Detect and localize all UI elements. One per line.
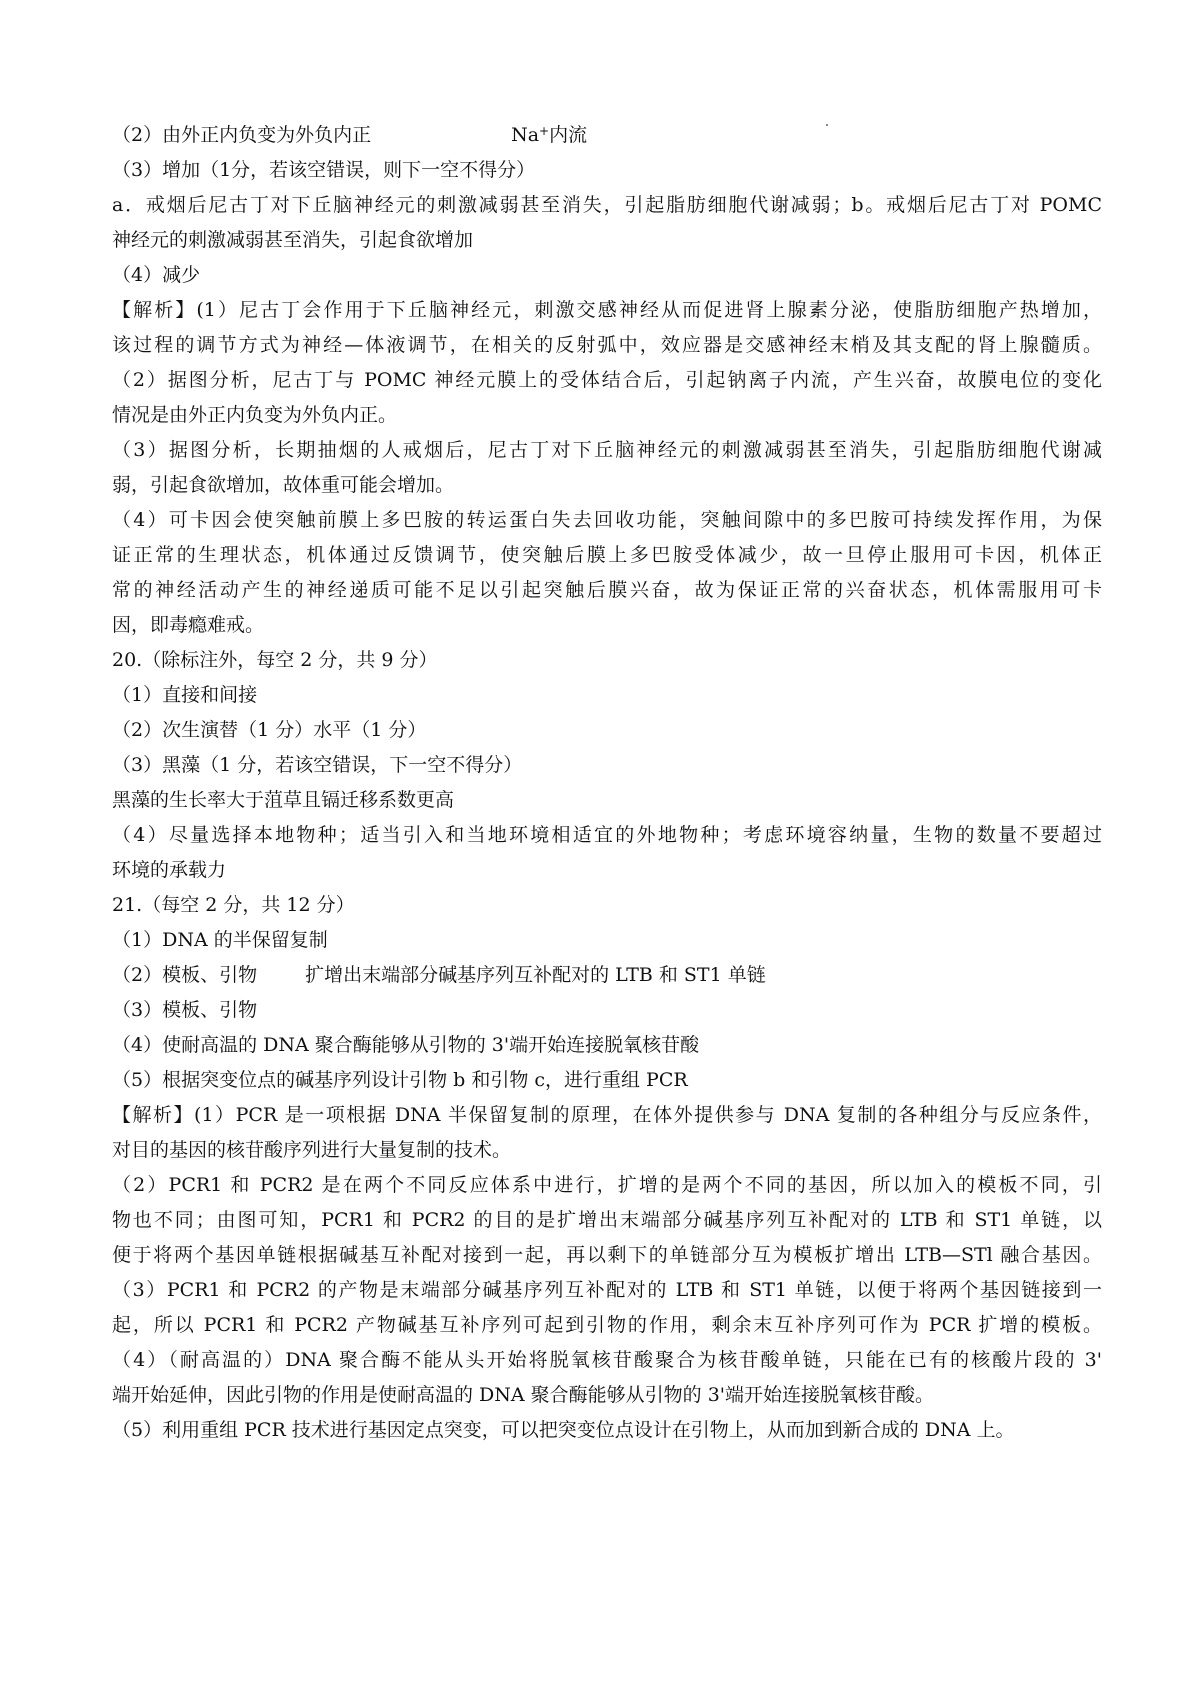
answer-19-2 [112, 122, 1102, 148]
sodium-influx: 内流 [549, 124, 588, 146]
sodium-charge: + [539, 124, 550, 138]
answer-21-2 [112, 962, 1102, 988]
analysis-21-2-line2: 物也不同；由图可知，PCR1 和 PCR2 的目的是扩增出末端部分碱基序列互补配对的 LTB 和 ST1 单链，以 [112, 1209, 1102, 1231]
analysis-21-2-line3: 便于将两个基因单链根据碱基互补配对接到一起，再以剩下的单链部分互为模板扩增出 LTB—STl 融合基因。 [112, 1244, 1102, 1266]
analysis-21-3-line1: （3）PCR1 和 PCR2 的产物是末端部分碱基序列互补配对的 LTB 和 ST1 单链，以便于将两个基因链接到一 [112, 1279, 1102, 1301]
question-21-header: 21.（每空 2 分，共 12 分） [112, 894, 355, 916]
answer-19-3: （3）增加（1分，若该空错误，则下一空不得分） [112, 159, 536, 181]
analysis-19-4-line1: （4）可卡因会使突触前膜上多巴胺的转运蛋白失去回收功能，突触间隙中的多巴胺可持续发挥作用，为保 [112, 509, 1102, 531]
sodium-symbol: Na [511, 124, 540, 146]
answer-21-3: （3）模板、引物 [112, 999, 258, 1021]
analysis-19-4-line2: 证正常的生理状态，机体通过反馈调节，使突触后膜上多巴胺受体减少，故一旦停止服用可卡因，机体正 [112, 544, 1102, 566]
answer-20-3-reason: 黑藻的生长率大于菹草且镉迁移系数更高 [112, 789, 455, 811]
answer-19-3-reason-line2: 神经元的刺激减弱甚至消失，引起食欲增加 [112, 229, 474, 251]
answer-21-4: （4）使耐高温的 DNA 聚合酶能够从引物的 3'端开始连接脱氧核苷酸 [112, 1034, 700, 1056]
analysis-19-4-line3: 常的神经活动产生的神经递质可能不足以引起突触后膜兴奋，故为保证正常的兴奋状态，机体需服用可卡 [112, 579, 1102, 601]
analysis-21-5: （5）利用重组 PCR 技术进行基因定点突变，可以把突变位点设计在引物上，从而加到新合成的 DNA 上。 [112, 1419, 1015, 1441]
analysis-19-3-line1: （3）据图分析，长期抽烟的人戒烟后，尼古丁对下丘脑神经元的刺激减弱甚至消失，引起脂肪细胞代谢减 [112, 439, 1102, 461]
answer-21-2-part1: （2）模板、引物 [112, 964, 258, 986]
analysis-21-4-line2: 端开始延伸，因此引物的作用是使耐高温的 DNA 聚合酶能够从引物的 3'端开始连接脱氧核苷酸。 [112, 1384, 935, 1406]
analysis-19-2-line1: （2）据图分析，尼古丁与 POMC 神经元膜上的受体结合后，引起钠离子内流，产生兴奋，故膜电位的变化 [112, 369, 1102, 391]
answer-20-3: （3）黑藻（1 分，若该空错误，下一空不得分） [112, 754, 523, 776]
analysis-19-4-line4: 因，即毒瘾难戒。 [112, 614, 265, 636]
answer-20-4-line2: 环境的承载力 [112, 859, 227, 881]
analysis-19-1-line1: 【解析】(1）尼古丁会作用于下丘脑神经元，刺激交感神经从而促进肾上腺素分泌，使脂肪细胞产热增加， [112, 299, 1102, 321]
analysis-21-4-line1: （4）（耐高温的）DNA 聚合酶不能从头开始将脱氧核苷酸聚合为核苷酸单链，只能在已有的核酸片段的 3' [112, 1349, 1102, 1371]
analysis-19-2-line2: 情况是由外正内负变为外负内正。 [112, 404, 398, 426]
analysis-19-3-line2: 弱，引起食欲增加，故体重可能会增加。 [112, 474, 455, 496]
answer-20-2: （2）次生演替（1 分）水平（1 分） [112, 719, 427, 741]
analysis-19-1-line2: 该过程的调节方式为神经—体液调节，在相关的反射弧中，效应器是交感神经末梢及其支配的肾上腺髓质。 [112, 334, 1102, 356]
answer-21-1: （1）DNA 的半保留复制 [112, 929, 328, 951]
analysis-21-1-line1: 【解析】(1）PCR 是一项根据 DNA 半保留复制的原理，在体外提供参与 DNA 复制的各种组分与反应条件， [112, 1104, 1102, 1126]
analysis-21-1-line2: 对目的基因的核苷酸序列进行大量复制的技术。 [112, 1139, 512, 1161]
answer-19-4: （4）减少 [112, 264, 201, 286]
answer-21-2-part2: 扩增出末端部分碱基序列互补配对的 LTB 和 ST1 单链 [305, 964, 766, 986]
answer-21-5: （5）根据突变位点的碱基序列设计引物 b 和引物 c，进行重组 PCR [112, 1069, 688, 1091]
answer-19-3-reason-line1: a．戒烟后尼古丁对下丘脑神经元的刺激减弱甚至消失，引起脂肪细胞代谢减弱；b。戒烟后尼古丁对 POMC [112, 194, 1102, 216]
answer-20-4-line1: （4）尽量选择本地物种；适当引入和当地环境相适宜的外地物种；考虑环境容纳量，生物的数量不要超过 [112, 824, 1102, 846]
analysis-21-2-line1: （2）PCR1 和 PCR2 是在两个不同反应体系中进行，扩增的是两个不同的基因，所以加入的模板不同，引 [112, 1174, 1102, 1196]
question-20-header: 20.（除标注外，每空 2 分，共 9 分） [112, 649, 438, 671]
answer-20-1: （1）直接和间接 [112, 684, 258, 706]
answer-19-2-text: （2）由外正内负变为外负内正 [112, 124, 372, 146]
analysis-21-3-line2: 起，所以 PCR1 和 PCR2 产物碱基互补序列可起到引物的作用，剩余末互补序列可作为 PCR 扩增的模板。 [112, 1314, 1102, 1336]
